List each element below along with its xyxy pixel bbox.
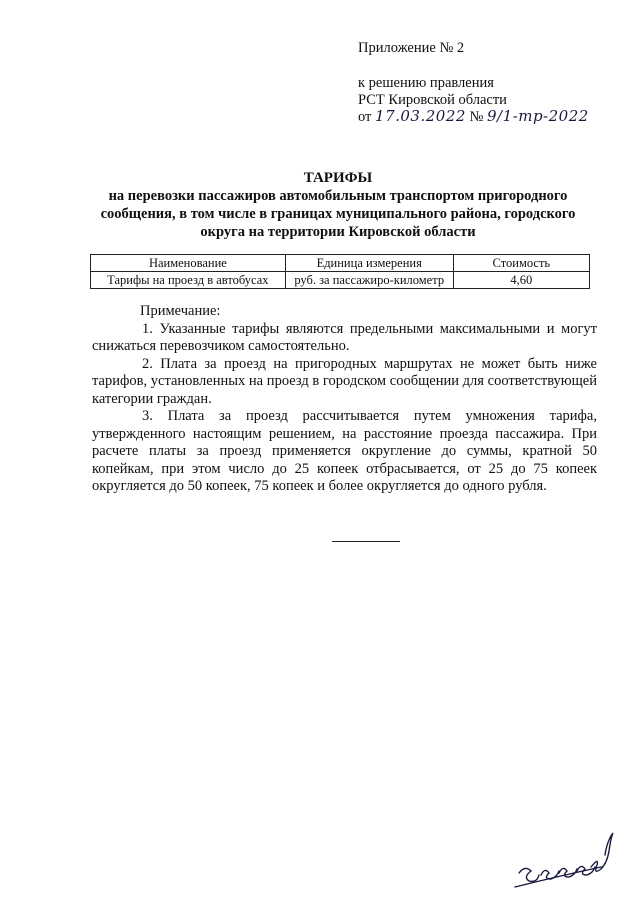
table-header-row xyxy=(91,255,590,272)
notes-section xyxy=(92,303,597,496)
handwritten-signature xyxy=(505,815,625,895)
title-line-2: сообщения, в том числе в границах муниципального района, городского xyxy=(100,206,576,222)
table-cell-cost: 4,60 xyxy=(453,272,589,289)
number-sign: № xyxy=(469,109,484,125)
title-line-1: на перевозки пассажиров автомобильным транспортом пригородного xyxy=(108,188,568,204)
handwritten-date: 17.03.2022 xyxy=(375,107,466,125)
handwritten-number: 9/1-тр-2022 xyxy=(487,107,589,125)
table-header-cell: Стоимость xyxy=(453,255,589,272)
decision-date-line xyxy=(358,108,589,126)
table-cell-unit: руб. за пассажиро-километр xyxy=(285,272,453,289)
title-line-3: округа на территории Кировской области xyxy=(200,224,476,240)
table-row xyxy=(91,272,590,289)
table-header-cell: Наименование xyxy=(91,255,286,272)
date-prefix: от xyxy=(358,109,372,125)
separator-line xyxy=(332,541,400,542)
note-item-1: 1. Указанные тарифы являются предельными максимальными и могут снижаться перевозчиком самостоятельно. xyxy=(92,320,597,354)
appendix-label: Приложение № 2 xyxy=(358,40,465,56)
organization-label: РСТ Кировской области xyxy=(358,92,507,108)
table-header-cell: Единица измерения xyxy=(285,255,453,272)
decision-label: к решению правления xyxy=(358,75,494,91)
table-cell-name: Тарифы на проезд в автобусах xyxy=(91,272,286,289)
note-item-2: 2. Плата за проезд на пригородных маршрутах не может быть ниже тарифов, установленных на проезд в городском сообщении для соответствующей категории граждан. xyxy=(92,355,597,407)
document-title: ТАРИФЫ xyxy=(303,170,373,186)
note-item-3: 3. Плата за проезд рассчитывается путем умножения тарифа, утвержденного настоящим решением, на расстояние проезда пассажира. При расчете платы за проезд применяется округление до суммы, кратной 50 копейкам, при этом число до 25 копеек отбрасывается, от 25 до 75 копеек округляется до 50 копеек, 75 копеек и более округляется до одного рубля. xyxy=(92,408,597,494)
notes-heading: Примечание: xyxy=(140,303,221,319)
tariff-table xyxy=(90,254,590,289)
